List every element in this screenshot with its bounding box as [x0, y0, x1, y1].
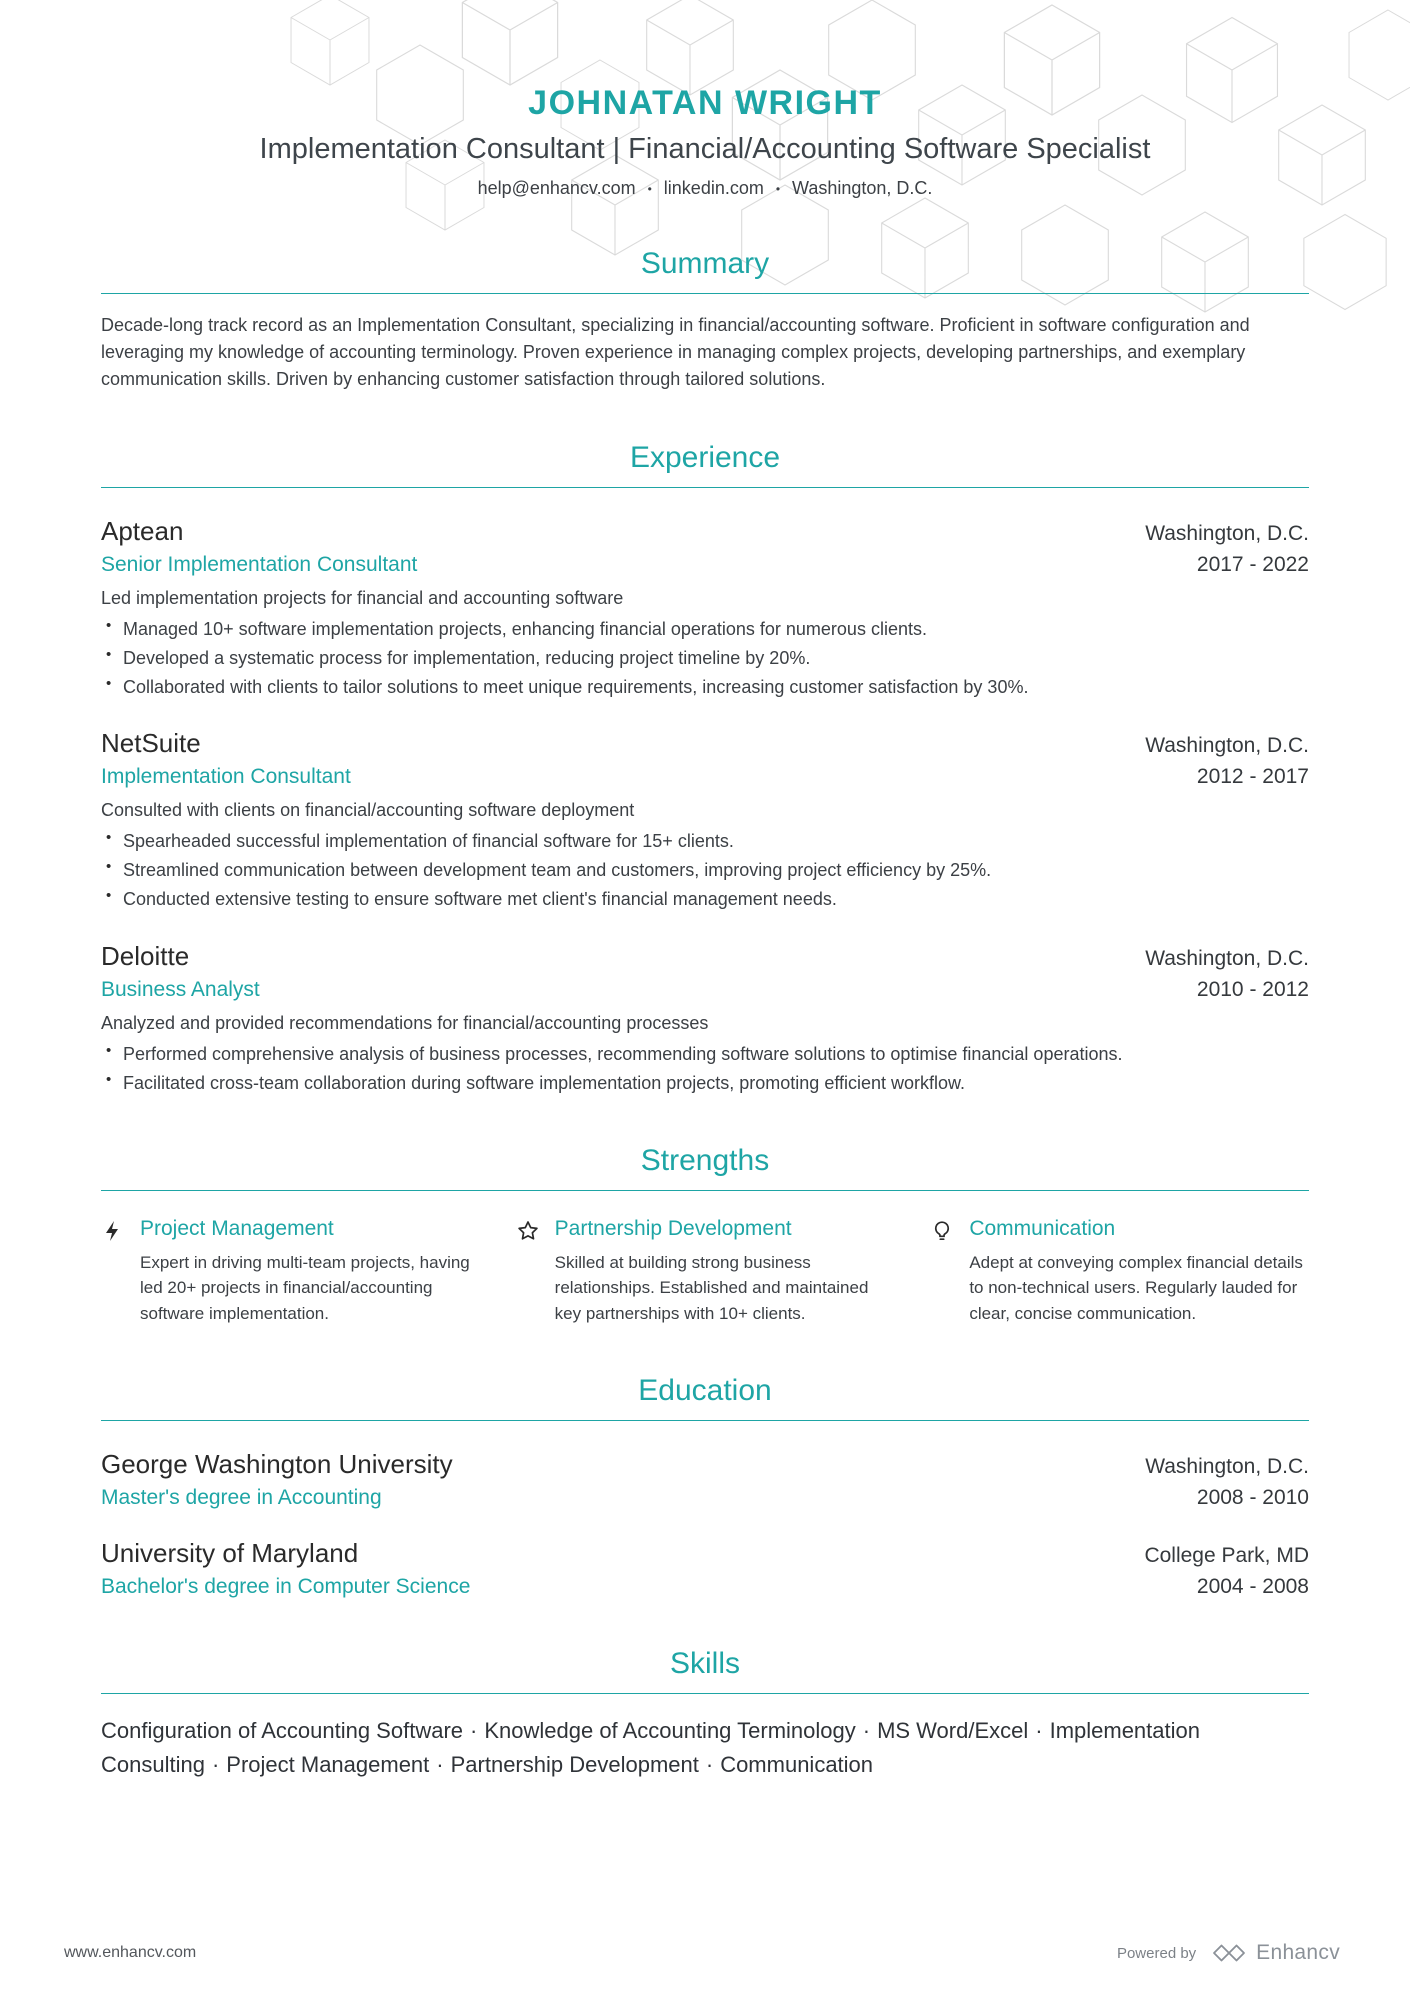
strength-item: [930, 1217, 1309, 1327]
job-role: Business Analyst: [101, 977, 260, 1001]
summary-section: [101, 247, 1309, 393]
page-footer: [64, 1941, 1340, 1965]
bullet-item: • Streamlined communication between development team and customers, improving project efficiency by 25%.: [101, 857, 1309, 883]
education-heading: Education: [101, 1374, 1309, 1421]
skill-separator: ·: [211, 1752, 220, 1778]
separator-dot: •: [775, 181, 781, 196]
enhancv-brand-text: Enhancv: [1256, 1941, 1340, 1964]
job-bullets: [101, 1041, 1309, 1096]
separator-dot: •: [647, 181, 652, 196]
strengths-section: [101, 1144, 1309, 1327]
bolt-icon: [101, 1217, 127, 1327]
job-summary: Consulted with clients on financial/accounting software deployment: [101, 800, 635, 821]
strength-title: Project Management: [140, 1216, 334, 1240]
job-role: Implementation Consultant: [101, 765, 351, 789]
lightbulb-icon: [930, 1217, 956, 1327]
experience-heading: Experience: [101, 441, 1309, 488]
school-dates: 2004 - 2008: [1196, 1575, 1309, 1599]
job-summary: Analyzed and provided recommendations for financial/accounting processes: [101, 1012, 709, 1033]
contact-email[interactable]: help@enhancv.com: [477, 178, 636, 198]
resume-header: [101, 84, 1309, 199]
powered-by-label: Powered by: [1116, 1944, 1197, 1962]
job-bullets: [101, 616, 1309, 700]
skill-separator: ·: [1035, 1718, 1043, 1744]
star-icon: [516, 1217, 542, 1327]
skill-separator: ·: [862, 1718, 871, 1744]
contact-website[interactable]: linkedin.com: [663, 178, 764, 198]
skill-item: Partnership Development: [450, 1752, 699, 1778]
education-entry: [101, 1449, 1309, 1510]
strength-text: Skilled at building strong business relationships. Established and maintained key partnerships with 10+ clients.: [554, 1252, 869, 1323]
person-name: JOHNATAN WRIGHT: [528, 84, 882, 122]
summary-heading: Summary: [101, 247, 1309, 294]
contact-row: [101, 178, 1309, 199]
enhancv-logo[interactable]: [1210, 1941, 1340, 1965]
skill-separator: ·: [470, 1718, 478, 1744]
strength-title: Communication: [969, 1216, 1116, 1240]
strength-title: Partnership Development: [554, 1216, 792, 1240]
company-name: Deloitte: [101, 940, 190, 971]
company-name: NetSuite: [101, 728, 201, 759]
skill-separator: ·: [436, 1752, 444, 1778]
job-dates: 2017 - 2022: [1196, 553, 1309, 576]
company-name: Aptean: [101, 516, 184, 546]
bullet-item: • Facilitated cross-team collaboration during software implementation projects, promoting efficient workflow.: [101, 1070, 1309, 1096]
strength-item: [101, 1217, 480, 1327]
infinity-icon: [1210, 1942, 1248, 1964]
school-dates: 2008 - 2010: [1196, 1486, 1309, 1510]
job-bullets: [101, 828, 1309, 912]
skill-item: Knowledge of Accounting Terminology: [484, 1718, 856, 1744]
experience-entry: [101, 941, 1309, 1096]
school-name: University of Maryland: [101, 1538, 359, 1569]
skills-list: [101, 1714, 1309, 1782]
skill-item: MS Word/Excel: [877, 1718, 1029, 1744]
school-location: Washington, D.C.: [1145, 1455, 1309, 1479]
person-title: Implementation Consultant | Financial/Accounting Software Specialist: [259, 133, 1151, 165]
skill-item: Configuration of Accounting Software: [101, 1718, 464, 1744]
experience-entry: [101, 516, 1309, 700]
summary-text: Decade-long track record as an Implementation Consultant, specializing in financial/accounting software. Proficient in software configuration and leveraging my knowledge of accounting terminology. Proven experience in managing complex projects, developing partnerships, and exemplary communication skills. Driven by enhancing customer satisfaction through tailored solutions.: [101, 315, 1250, 389]
enhancv-url[interactable]: www.enhancv.com: [64, 1944, 197, 1961]
school-name: George Washington University: [101, 1449, 453, 1480]
skill-item: Implementation Consulting: [101, 1718, 1200, 1778]
job-location: Washington, D.C.: [1145, 946, 1309, 970]
bullet-item: • Collaborated with clients to tailor solutions to meet unique requirements, increasing customer satisfaction by 30%.: [101, 674, 1309, 700]
bullet-item: • Performed comprehensive analysis of business processes, recommending software solutions to optimise financial operations.: [101, 1041, 1309, 1067]
job-summary: Led implementation projects for financial and accounting software: [101, 588, 624, 608]
skills-section: [101, 1647, 1309, 1782]
strength-text: Expert in driving multi-team projects, having led 20+ projects in financial/accounting software implementation.: [140, 1252, 470, 1323]
education-section: [101, 1374, 1309, 1599]
experience-section: [101, 441, 1309, 1096]
powered-by: [1117, 1941, 1340, 1965]
job-location: Washington, D.C.: [1145, 734, 1309, 758]
bullet-item: • Conducted extensive testing to ensure software met client's financial management needs.: [101, 886, 1309, 912]
bullet-item: • Spearheaded successful implementation of financial software for 15+ clients.: [101, 828, 1309, 854]
bullet-item: • Managed 10+ software implementation projects, enhancing financial operations for numerous clients.: [101, 616, 1309, 642]
job-location: Washington, D.C.: [1145, 522, 1309, 545]
skills-heading: Skills: [101, 1647, 1309, 1694]
strength-item: [516, 1217, 895, 1327]
strengths-heading: Strengths: [101, 1144, 1309, 1191]
skill-item: Communication: [720, 1752, 874, 1778]
experience-entry: [101, 728, 1309, 912]
skill-item: Project Management: [226, 1752, 430, 1778]
skill-separator: ·: [705, 1752, 714, 1778]
strength-text: Adept at conveying complex financial details to non-technical users. Regularly lauded for clear, concise communication.: [969, 1252, 1303, 1323]
contact-location: Washington, D.C.: [792, 178, 933, 198]
school-location: College Park, MD: [1144, 1544, 1309, 1568]
education-entry: [101, 1538, 1309, 1599]
job-dates: 2010 - 2012: [1196, 977, 1309, 1001]
bullet-item: • Developed a systematic process for implementation, reducing project timeline by 20%.: [101, 645, 1309, 671]
job-role: Senior Implementation Consultant: [101, 553, 418, 576]
degree: Bachelor's degree in Computer Science: [101, 1575, 471, 1599]
job-dates: 2012 - 2017: [1196, 765, 1309, 789]
degree: Master's degree in Accounting: [101, 1486, 382, 1510]
